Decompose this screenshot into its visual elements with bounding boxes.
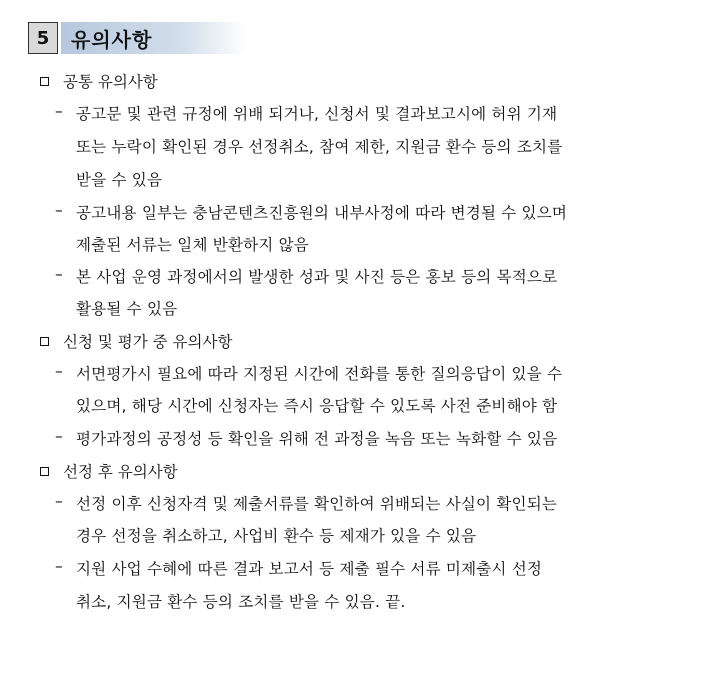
item-line: 있으며, 해당 시간에 신청자는 즉시 응답할 수 있도록 사전 준비해야 함 [76, 397, 558, 415]
dash-bullet-icon: – [55, 492, 63, 510]
item-line: 경우 선정을 취소하고, 사업비 환수 등 제재가 있을 수 있음 [76, 527, 477, 545]
group-heading-label: 신청 및 평가 중 유의사항 [63, 333, 233, 351]
group-heading-post-selection [40, 460, 178, 482]
section-number: 5 [28, 22, 58, 54]
item-line: 공고문 및 관련 규정에 위배 되거나, 신청서 및 결과보고시에 허위 기재 [76, 105, 558, 123]
item-line: 선정 이후 신청자격 및 제출서류를 확인하여 위배되는 사실이 확인되는 [76, 495, 558, 513]
item-line: 평가과정의 공정성 등 확인을 위해 전 과정을 녹음 또는 녹화할 수 있음 [76, 430, 558, 448]
item-line: 활용될 수 있음 [76, 300, 178, 318]
section-title: 유의사항 [71, 27, 153, 52]
section-header [28, 22, 247, 54]
checkbox-square-icon [40, 337, 49, 346]
dash-bullet-icon: – [55, 265, 63, 283]
item-line: 받을 수 있음 [76, 171, 163, 189]
item-line: 취소, 지원금 환수 등의 조치를 받을 수 있음. 끝. [76, 593, 406, 611]
item-line: 본 사업 운영 과정에서의 발생한 성과 및 사진 등은 홍보 등의 목적으로 [76, 268, 558, 286]
dash-bullet-icon: – [55, 362, 63, 380]
dash-bullet-icon: – [55, 102, 63, 120]
checkbox-square-icon [40, 77, 49, 86]
group-heading-label: 공통 유의사항 [63, 73, 158, 91]
item-line: 제출된 서류는 일체 반환하지 않음 [76, 236, 309, 254]
item-line: 또는 누락이 확인된 경우 선정취소, 참여 제한, 지원금 환수 등의 조치를 [76, 138, 563, 156]
dash-bullet-icon: – [55, 201, 63, 219]
group-heading-label: 선정 후 유의사항 [63, 463, 178, 481]
dash-bullet-icon: – [55, 427, 63, 445]
section-title-bar [61, 22, 247, 54]
dash-bullet-icon: – [55, 557, 63, 575]
item-line: 지원 사업 수혜에 따른 결과 보고서 등 제출 필수 서류 미제출시 선정 [76, 560, 543, 578]
item-line: 서면평가시 필요에 따라 지정된 시간에 전화를 통한 질의응답이 있을 수 [76, 365, 563, 383]
group-heading-common [40, 70, 158, 92]
group-heading-application [40, 330, 232, 352]
checkbox-square-icon [40, 467, 49, 476]
item-line: 공고내용 일부는 충남콘텐츠진흥원의 내부사정에 따라 변경될 수 있으며 [76, 204, 568, 222]
